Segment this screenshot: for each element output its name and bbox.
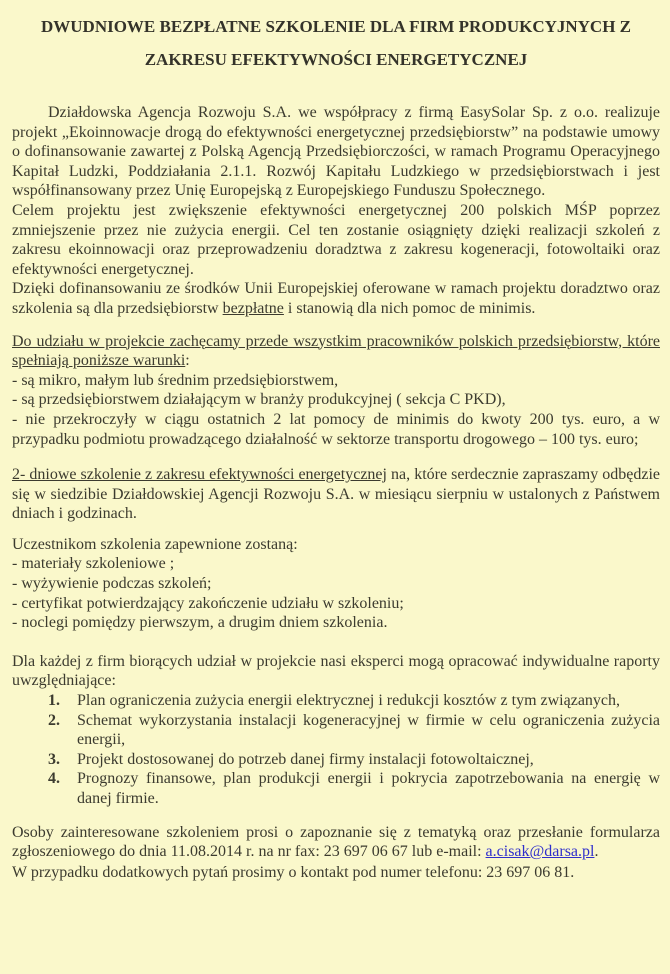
funding-text-after: i stanowią dla nich pomoc de minimis. bbox=[283, 299, 536, 317]
report-item-1-number: 1. bbox=[48, 692, 60, 710]
report-item-3-number: 3. bbox=[48, 750, 60, 768]
contact-text-before-email: Osoby zainteresowane szkoleniem prosi o zapoznanie się z tematyką oraz przesłanie formularza zgłoszeniowego do dnia 11.08.2014 r. na nr fax: 23 697 06 67 lub e-mail: bbox=[12, 823, 660, 861]
conditions-heading-text: Do udziału w projekcie zachęcamy przede wszystkim pracowników polskich przedsiębiorstw, które spełniają poniższe warunki bbox=[12, 332, 660, 370]
condition-item-1: - są mikro, małym lub średnim przedsiębiorstwem, bbox=[12, 371, 339, 389]
title-line-2: ZAKRESU EFEKTYWNOŚCI ENERGETYCZNEJ bbox=[144, 50, 528, 69]
report-item-2-text: Schemat wykorzystania instalacji kogeneracyjnej w firmie w celu ograniczenia zużycia energii, bbox=[77, 711, 660, 749]
benefit-item-1: - materiały szkoleniowe ; bbox=[12, 555, 175, 573]
project-goal-paragraph: Celem projektu jest zwiększenie efektywności energetycznej 200 polskich MŚP poprzez zmniejszenie przez nie zużycia energii. Cel ten zostanie osiągnięty dzięki realizacji szkoleń z zakresu ekoinnowacji oraz przeprowadzeniu doradztwa z zakresu kogeneracji, fotowoltaiki oraz efektywności energetycznej. bbox=[12, 201, 660, 278]
document-title bbox=[12, 10, 660, 76]
contact-paragraph bbox=[12, 823, 660, 862]
reports-list bbox=[12, 691, 660, 809]
training-rest-text: na, które serdecznie zapraszamy odbędzie się w siedzibie Działdowskiej Agencji Rozwoju S.A. w miesiącu sierpniu w ustalonych z Państwem dniach i godzinach. bbox=[12, 466, 660, 523]
report-item-3-text: Projekt dostosowanej do potrzeb danej firmy instalacji fotowoltaicznej, bbox=[77, 750, 534, 768]
benefits-list bbox=[12, 554, 660, 632]
benefit-item-2: - wyżywienie podczas szkoleń; bbox=[12, 575, 212, 593]
report-item-1-text: Plan ograniczenia zużycia energii elektrycznej i redukcji kosztów z tym związanych, bbox=[77, 692, 621, 710]
report-item-1 bbox=[12, 691, 660, 711]
funding-text-before: Dzięki dofinansowaniu ze środków Unii Europejskiej oferowane w ramach projektu doradztwo oraz szkolenia są dla przedsiębiorstw bbox=[12, 280, 660, 317]
condition-item-3: - nie przekroczyły w ciągu ostatnich 2 lat pomocy de minimis do kwoty 200 tys. euro, a w przypadku podmiotu prowadzącego działalność w sektorze transportu drogowego – 100 tys. euro; bbox=[12, 410, 660, 448]
phone-paragraph: W przypadku dodatkowych pytań prosimy o kontakt pod numer telefonu: 23 697 06 81. bbox=[12, 863, 575, 881]
conditions-heading-colon: : bbox=[185, 352, 190, 370]
conditions-heading bbox=[12, 332, 660, 371]
report-item-2 bbox=[12, 711, 660, 750]
email-link[interactable]: a.cisak@darsa.pl bbox=[485, 843, 595, 861]
benefit-item-3: - certyfikat potwierdzający zakończenie udziału w szkoleniu; bbox=[12, 594, 404, 612]
intro-paragraph: Działdowska Agencja Rozwoju S.A. we współpracy z firmą EasySolar Sp. z o.o. realizuje projekt „Ekoinnowacje drogą do efektywności energetycznej przedsiębiorstw” na podstawie umowy o dofinansowanie zawartej z Polską Agencją Przedsiębiorczości, w ramach Programu Operacyjnego Kapitał Ludzki, Poddziałania 2.1.1. Rozwój Kapitału Ludzkiego w przedsiębiorstwach i jest współfinansowany przez Unię Europejską z Europejskiego Funduszu Społecznego. bbox=[12, 104, 660, 200]
training-paragraph bbox=[12, 465, 660, 524]
benefits-heading: Uczestnikom szkolenia zapewnione zostaną: bbox=[12, 535, 298, 553]
report-item-4 bbox=[12, 769, 660, 808]
reports-intro: Dla każdej z firm biorących udział w projekcie nasi eksperci mogą opracować indywidualne raporty uwzględniające: bbox=[12, 652, 660, 690]
funding-underlined-word: bezpłatne bbox=[222, 299, 284, 317]
training-underlined-text: 2- dniowe szkolenie z zakresu efektywności energetycznej bbox=[12, 466, 387, 484]
report-item-2-number: 2. bbox=[48, 711, 60, 729]
report-item-4-text: Prognozy finansowe, plan produkcji energii i pokrycia zapotrzebowania na energię w danej firmie. bbox=[77, 770, 660, 807]
report-item-3 bbox=[12, 750, 660, 770]
title-line-1: DWUDNIOWE BEZPŁATNE SZKOLENIE DLA FIRM PRODUKCYJNYCH Z bbox=[40, 17, 632, 36]
condition-item-2: - są przedsiębiorstwem działającym w branży produkcyjnej ( sekcja C PKD), bbox=[12, 391, 506, 409]
conditions-list bbox=[12, 371, 660, 449]
funding-paragraph bbox=[12, 279, 660, 318]
report-item-4-number: 4. bbox=[48, 770, 60, 788]
benefit-item-4: - noclegi pomiędzy pierwszym, a drugim dniem szkolenia. bbox=[12, 614, 388, 632]
contact-text-after-email: . bbox=[594, 843, 599, 861]
